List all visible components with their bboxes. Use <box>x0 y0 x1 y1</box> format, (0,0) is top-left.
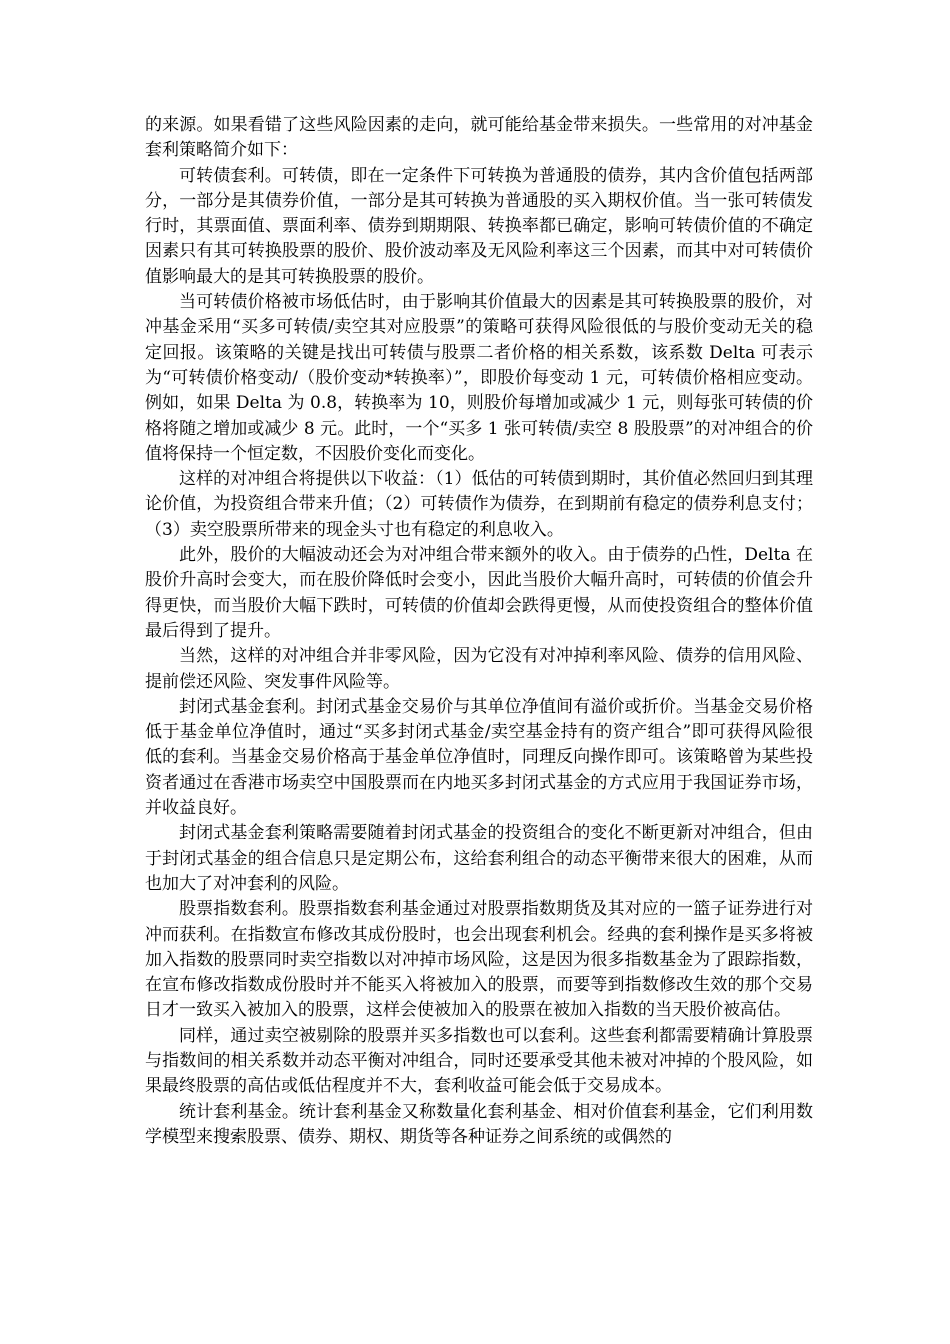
paragraph-intro-continuation: 的来源。如果看错了这些风险因素的走向，就可能给基金带来损失。一些常用的对冲基金套利策略简介如下： <box>145 115 813 161</box>
paragraph-volatility-income: 此外，股价的大幅波动还会为对冲组合带来额外的收入。由于债券的凸性，Delta 在股价升高时会变大，而在股价降低时会变小，因此当股价大幅升高时，可转债的价值会升得更快，而当股价大幅下跌时，可转债的价值却会跌得更慢，从而使投资组合的整体价值最后得到了提升。 <box>145 545 813 641</box>
paragraph-closed-end-fund-risk: 封闭式基金套利策略需要随着封闭式基金的投资组合的变化不断更新对冲组合，但由于封闭式基金的组合信息只是定期公布，这给套利组合的动态平衡带来很大的困难，从而也加大了对冲套利的风险。 <box>145 823 813 894</box>
paragraph-closed-end-fund-arbitrage: 封闭式基金套利。封闭式基金交易价与其单位净值间有溢价或折价。当基金交易价格低于基金单位净值时，通过“买多封闭式基金/卖空基金持有的资产组合”即可获得风险很低的套利。当基金交易价格高于基金单位净值时，同理反向操作即可。该策略曾为某些投资者通过在香港市场卖空中国股票而在内地买多封闭式基金的方式应用于我国证券市场，并收益良好。 <box>145 696 813 819</box>
paragraph-convertible-undervalued: 当可转债价格被市场低估时，由于影响其价值最大的因素是其可转换股票的股价，对冲基金采用“买多可转债/卖空其对应股票”的策略可获得风险很低的与股价变动无关的稳定回报。该策略的关键是找出可转债与股票二者价格的相关系数，该系数 Delta 可表示为“可转债价格变动/（股价变动*转换率）”，即股价每变动 1 元，可转债价格相应变动。例如，如果 Delta 为 0.8，转换率为 10，则股价每增加或减少 1 元，则每张可转债的价格将随之增加或减少 8 元。此时，一个“买多 1 张可转债/卖空 8 股股票”的对冲组合的价值将保持一个恒定数，不因股价变化而变化。 <box>145 292 813 464</box>
paragraph-residual-risk: 当然，这样的对冲组合并非零风险，因为它没有对冲掉利率风险、债券的信用风险、提前偿还风险、突发事件风险等。 <box>145 646 813 692</box>
paragraph-index-arbitrage-short: 同样，通过卖空被剔除的股票并买多指数也可以套利。这些套利都需要精确计算股票与指数间的相关系数并动态平衡对冲组合，同时还要承受其他未被对冲掉的个股风险，如果最终股票的高估或低估程度并不大，套利收益可能会低于交易成本。 <box>145 1025 813 1097</box>
paragraph-hedge-returns: 这样的对冲组合将提供以下收益：（1）低估的可转债到期时，其价值必然回归到其理论价值，为投资组合带来升值；（2）可转债作为债券，在到期前有稳定的债券利息支付；（3）卖空股票所带来的现金头寸也有稳定的利息收入。 <box>145 469 813 540</box>
document-page <box>145 113 813 1150</box>
paragraph-convertible-bond-arbitrage: 可转债套利。可转债，即在一定条件下可转换为普通股的债券，其内含价值包括两部分，一部分是其债券价值，一部分是其可转换为普通股的买入期权价值。当一张可转债发行时，其票面值、票面利率、债券到期期限、转换率都已确定，影响可转债价值的不确定因素只有其可转换股票的股价、股价波动率及无风险利率这三个因素，而其中对可转债价值影响最大的是其可转换股票的股价。 <box>145 165 813 287</box>
paragraph-index-arbitrage: 股票指数套利。股票指数套利基金通过对股票指数期货及其对应的一篮子证券进行对冲而获利。在指数宣布修改其成份股时，也会出现套利机会。经典的套利操作是买多将被加入指数的股票同时卖空指数以对冲掉市场风险，这是因为很多指数基金为了跟踪指数，在宣布修改指数成份股时并不能买入将被加入的股票，而要等到指数修改生效的那个交易日才一致买入被加入的股票，这样会使被加入的股票在被加入指数的当天股价被高估。 <box>145 899 813 1021</box>
paragraph-statistical-arbitrage: 统计套利基金。统计套利基金又称数量化套利基金、相对价值套利基金，它们利用数学模型来搜索股票、债券、期权、期货等各种证券之间系统的或偶然的 <box>145 1101 813 1147</box>
